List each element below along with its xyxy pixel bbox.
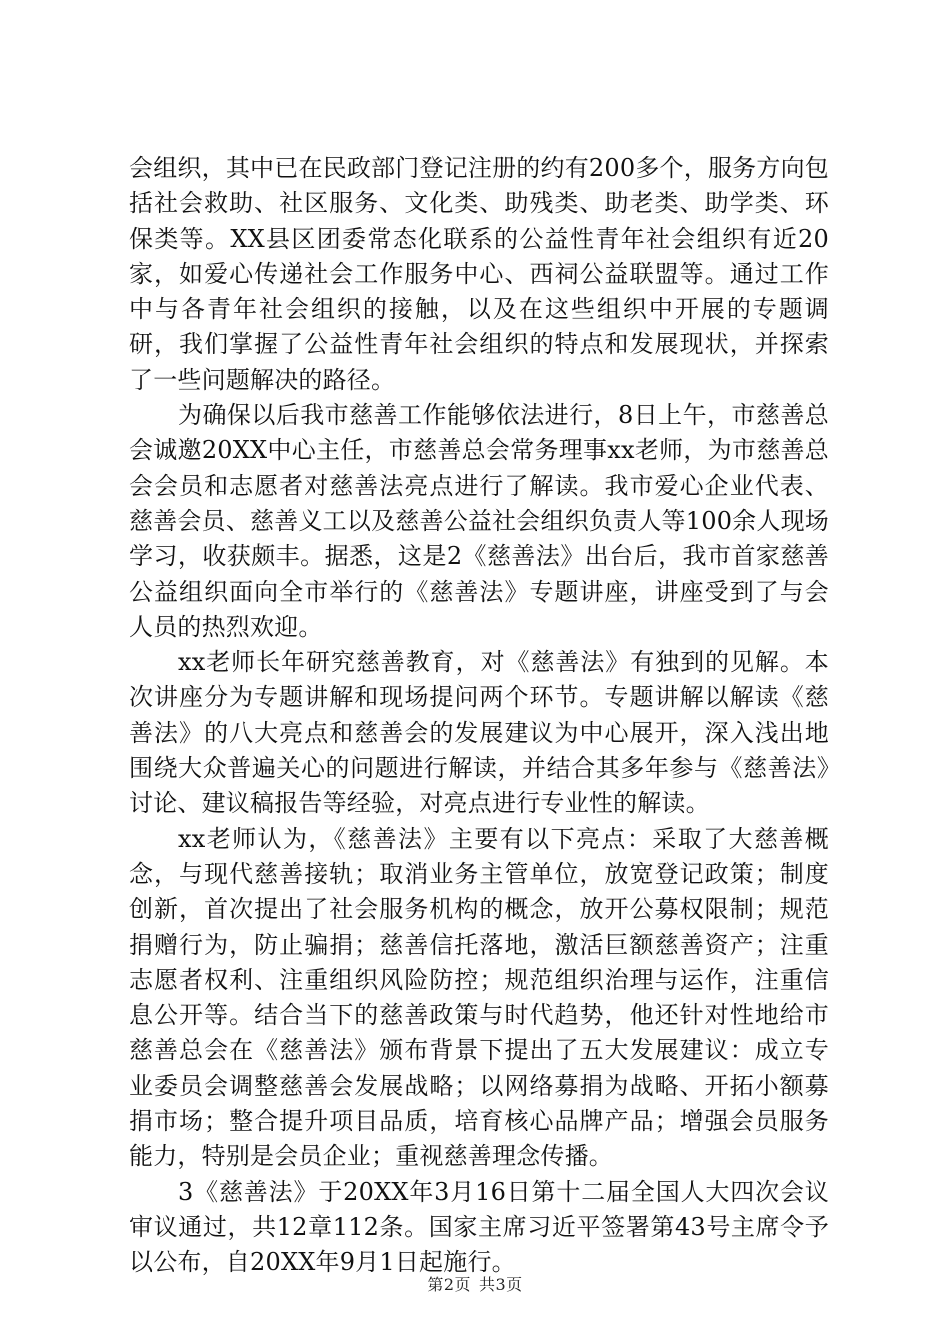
paragraph-4: xx老师认为，《慈善法》主要有以下亮点：采取了大慈善概念，与现代慈善接轨；取消业务主管单位，放宽登记政策；制度创新，首次提出了社会服务机构的概念，放开公募权限制；规范捐赠行为，防止骗捐；慈善信托落地，激活巨额慈善资产；注重志愿者权利、注重组织风险防控；规范组织治理与运作，注重信息公开等。结合当下的慈善政策与时代趋势，他还针对性地给市慈善总会在《慈善法》颁布背景下提出了五大发展建议：成立专业委员会调整慈善会发展战略；以网络募捐为战略、开拓小额募捐市场；整合提升项目品质，培育核心品牌产品；增强会员服务能力，特别是会员企业；重视慈善理念传播。 xyxy=(129,824,829,1171)
paragraph-2: 为确保以后我市慈善工作能够依法进行，8日上午，市慈善总会诚邀20XX中心主任，市慈善总会常务理事xx老师，为市慈善总会会员和志愿者对慈善法亮点进行了解读。我市爱心企业代表、慈善会员、慈善义工以及慈善公益社会组织负责人等100余人现场学习，收获颇丰。据悉，这是2《慈善法》出台后，我市首家慈善公益组织面向全市举行的《慈善法》专题讲座，讲座受到了与会人员的热烈欢迎。 xyxy=(129,401,829,641)
page-number: 第2页 xyxy=(427,1275,471,1294)
paragraph-1: 会组织，其中已在民政部门登记注册的约有200多个，服务方向包括社会救助、社区服务、文化类、助残类、助老类、助学类、环保类等。XX县区团委常态化联系的公益性青年社会组织有近20家，如爱心传递社会工作服务中心、西祠公益联盟等。通过工作中与各青年社会组织的接触，以及在这些组织中开展的专题调研，我们掌握了公益性青年社会组织的特点和发展现状，并探索了一些问题解决的路径。 xyxy=(129,154,829,394)
page-footer xyxy=(0,1272,950,1295)
page-total: 共3页 xyxy=(479,1275,523,1294)
paragraph-5: 3《慈善法》于20XX年3月16日第十二届全国人大四次会议审议通过，共12章112条。国家主席习近平签署第43号主席令予以公布，自20XX年9月1日起施行。 xyxy=(129,1177,829,1277)
document-body xyxy=(129,151,829,1281)
paragraph-3: xx老师长年研究慈善教育，对《慈善法》有独到的见解。本次讲座分为专题讲解和现场提问两个环节。专题讲解以解读《慈善法》的八大亮点和慈善会的发展建议为中心展开，深入浅出地围绕大众普遍关心的问题进行解读，并结合其多年参与《慈善法》讨论、建议稿报告等经验，对亮点进行专业性的解读。 xyxy=(129,648,829,818)
